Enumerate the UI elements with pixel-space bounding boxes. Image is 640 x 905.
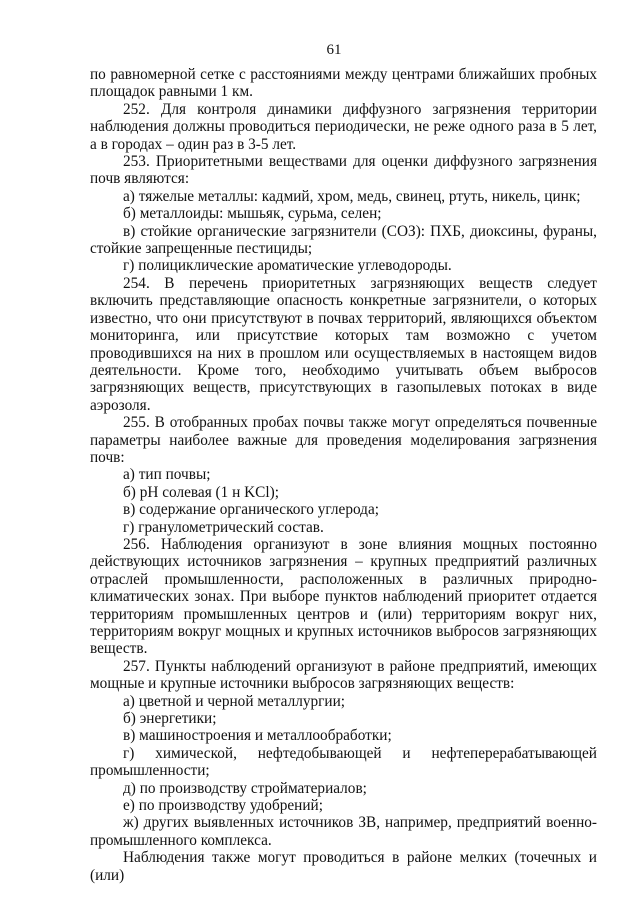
paragraph-255: 255. В отобранных пробах почвы также могут определяться почвенные параметры наиболее важные для проведения моделирования загрязнения почв: [90, 414, 597, 466]
list-item-255-g: г) гранулометрический состав. [123, 518, 324, 536]
page-number: 61 [326, 42, 342, 58]
list-item-257-e: е) по производству удобрений; [123, 797, 323, 815]
paragraph-continuation: по равномерной сетке с расстояниями между центрами ближайших пробных площадок равными 1 км. [90, 66, 597, 101]
list-item-253-v: в) стойкие органические загрязнители (СОЗ): ПХБ, диоксины, фураны, стойкие запрещенные пестициды; [90, 222, 597, 258]
list-item-257-b: б) энергетики; [123, 710, 217, 728]
list-item-257-v: в) машиностроения и металлообработки; [123, 727, 392, 745]
list-item-255-a: а) тип почвы; [123, 466, 211, 484]
paragraph-254: 254. В перечень приоритетных загрязняющих веществ следует включить представляющие опасность конкретные загрязнители, о которых известно, что они присутствуют в почвах территорий, являющихся объектом мониторинга, или присутствие которых там возможно с учетом проводившихся на них в прошлом или осуществляемых в настоящем видов деятельности. Кроме того, необходимо учитывать объем выбросов загрязняющих веществ, присутствующих в газопылевых потоках в виде аэрозоля. [90, 274, 597, 414]
list-item-253-g: г) полициклические ароматические углеводороды. [123, 257, 452, 275]
list-item-257-a: а) цветной и черной металлургии; [123, 692, 346, 710]
document-body [90, 66, 597, 884]
list-item-257-zh: ж) других выявленных источников ЗВ, например, предприятий военно-промышленного комплекса. [90, 814, 597, 849]
list-item-257-g: г) химической, нефтедобывающей и нефтеперерабатывающей промышленности; [90, 744, 597, 780]
paragraph-observations: Наблюдения также могут проводиться в районе мелких (точечных и (или) [90, 849, 597, 884]
list-item-253-a: а) тяжелые металлы: кадмий, хром, медь, свинец, ртуть, никель, цинк; [123, 187, 581, 205]
paragraph-253: 253. Приоритетными веществами для оценки диффузного загрязнения почв являются: [90, 153, 597, 188]
paragraph-256: 256. Наблюдения организуют в зоне влияния мощных постоянно действующих источников загрязнения – крупных предприятий различных отраслей промышленности, расположенных в различных природно-климатических зонах. При выборе пунктов наблюдений приоритет отдается территориям промышленных центров и (или) территориям вокруг них, территориям вокруг мощных и крупных источников выбросов загрязняющих веществ. [90, 535, 597, 658]
paragraph-257: 257. Пункты наблюдений организуют в районе предприятий, имеющих мощные и крупные источники выбросов загрязняющих веществ: [90, 657, 597, 693]
list-item-257-d: д) по производству стройматериалов; [123, 779, 367, 797]
list-item-255-v: в) содержание органического углерода; [123, 501, 380, 519]
list-item-253-b: б) металлоиды: мышьяк, сурьма, селен; [123, 205, 382, 223]
list-item-255-b: б) pH солевая (1 н KCl); [123, 483, 279, 501]
paragraph-252: 252. Для контроля динамики диффузного загрязнения территории наблюдения должны проводиться периодически, не реже одного раза в 5 лет, а в городах – один раз в 3-5 лет. [90, 100, 597, 153]
